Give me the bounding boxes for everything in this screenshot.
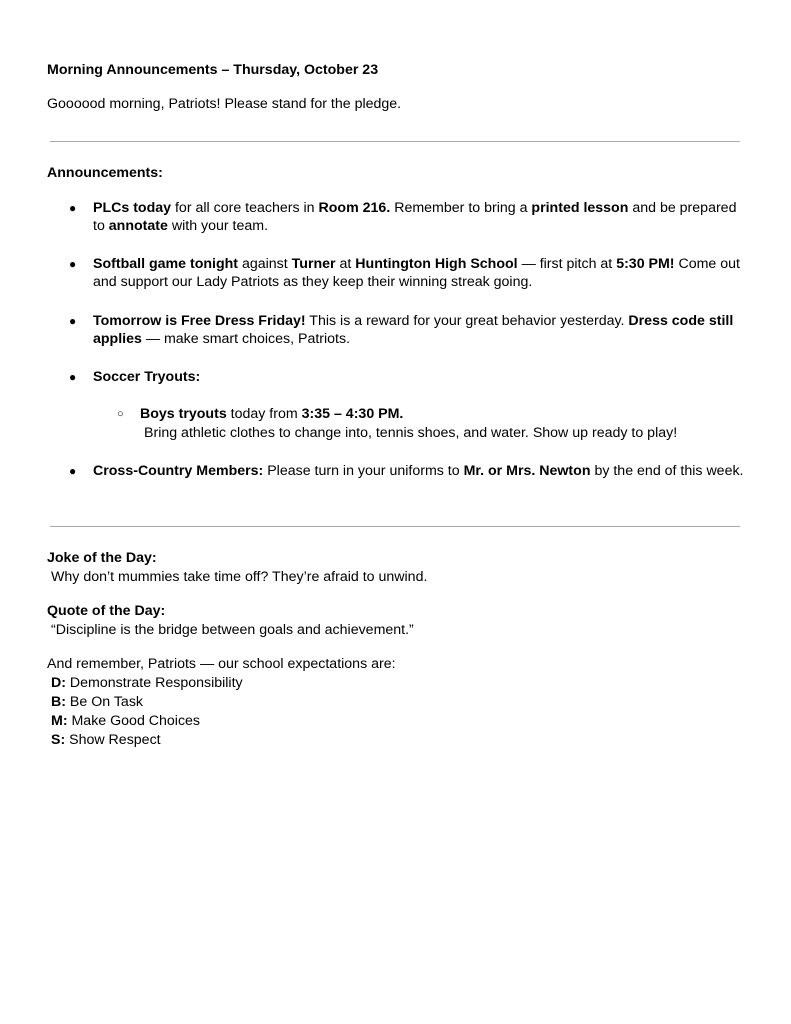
bullet-icon: ● (69, 314, 77, 328)
quote-heading: Quote of the Day: (47, 603, 166, 619)
plc-text: to (93, 218, 109, 234)
plc-label: PLCs today (93, 200, 172, 216)
dress-code-applies: applies (93, 331, 142, 347)
expectation-item (51, 731, 161, 750)
section-divider-bottom (50, 526, 740, 527)
softball-label: Softball game tonight (93, 256, 239, 272)
expectation-item (51, 674, 243, 693)
expectation-item (51, 712, 200, 731)
cross-country-text: by the end of this week. (590, 463, 744, 479)
plc-text: and be prepared (628, 200, 737, 216)
boys-tryouts-line-1 (140, 405, 403, 424)
bullet-icon: ● (69, 464, 77, 478)
cross-country-announcement (93, 462, 744, 481)
expectations-intro: And remember, Patriots — our school expectations are: (47, 656, 396, 672)
expectation-text: Make Good Choices (67, 713, 201, 729)
expectation-letter: M: (51, 713, 68, 729)
softball-location: Huntington High School (355, 256, 518, 272)
announcements-heading: Announcements: (47, 165, 163, 181)
plc-announcement-line-1 (93, 199, 736, 218)
joke-text: Why don’t mummies take time off? They’re afraid to unwind. (51, 569, 428, 585)
document-title: Morning Announcements – Thursday, October 23 (47, 62, 379, 78)
dress-text: This is a reward for your great behavior yesterday. (305, 313, 629, 329)
joke-heading: Joke of the Day: (47, 550, 157, 566)
softball-text: Come out (674, 256, 740, 272)
softball-text: against (238, 256, 292, 272)
plc-printed-lesson: printed lesson (531, 200, 629, 216)
plc-text: with your team. (167, 218, 269, 234)
dress-announcement-line-1 (93, 312, 733, 331)
cross-country-coaches: Mr. or Mrs. Newton (463, 463, 591, 479)
greeting-text: Goooood morning, Patriots! Please stand for the pledge. (47, 96, 402, 112)
dress-label: Tomorrow is Free Dress Friday! (93, 313, 306, 329)
softball-time: 5:30 PM! (616, 256, 675, 272)
plc-room: Room 216. (318, 200, 391, 216)
cross-country-label: Cross-Country Members: (93, 463, 264, 479)
softball-text: at (335, 256, 356, 272)
section-divider-top (50, 141, 740, 142)
dress-text: — make smart choices, Patriots. (141, 331, 351, 347)
boys-tryouts-text: today from (226, 406, 302, 422)
soccer-tryouts-heading: Soccer Tryouts: (93, 369, 201, 385)
expectation-letter: B: (51, 694, 66, 710)
bullet-icon: ● (69, 201, 77, 215)
dress-code-label: Dress code still (628, 313, 734, 329)
bullet-icon: ● (69, 257, 77, 271)
softball-opponent: Turner (291, 256, 336, 272)
boys-tryouts-time: 3:35 – 4:30 PM. (301, 406, 404, 422)
plc-text: for all core teachers in (171, 200, 319, 216)
softball-announcement-line-2: and support our Lady Patriots as they keep their winning streak going. (93, 274, 533, 290)
expectation-text: Be On Task (65, 694, 144, 710)
softball-announcement-line-1 (93, 255, 740, 274)
expectation-text: Demonstrate Responsibility (65, 675, 243, 691)
plc-announcement-line-2 (93, 217, 268, 236)
plc-annotate: annotate (108, 218, 168, 234)
expectation-letter: S: (51, 732, 66, 748)
expectation-item (51, 693, 143, 712)
dress-announcement-line-2 (93, 330, 350, 349)
sub-bullet-icon: ○ (117, 408, 124, 420)
cross-country-text: Please turn in your uniforms to (263, 463, 464, 479)
boys-tryouts-line-2: Bring athletic clothes to change into, tennis shoes, and water. Show up ready to play! (144, 425, 678, 441)
quote-text: “Discipline is the bridge between goals and achievement.” (51, 622, 414, 638)
plc-text: Remember to bring a (390, 200, 532, 216)
softball-text: — first pitch at (517, 256, 617, 272)
boys-tryouts-label: Boys tryouts (140, 406, 227, 422)
bullet-icon: ● (69, 370, 77, 384)
expectation-text: Show Respect (65, 732, 161, 748)
expectation-letter: D: (51, 675, 66, 691)
